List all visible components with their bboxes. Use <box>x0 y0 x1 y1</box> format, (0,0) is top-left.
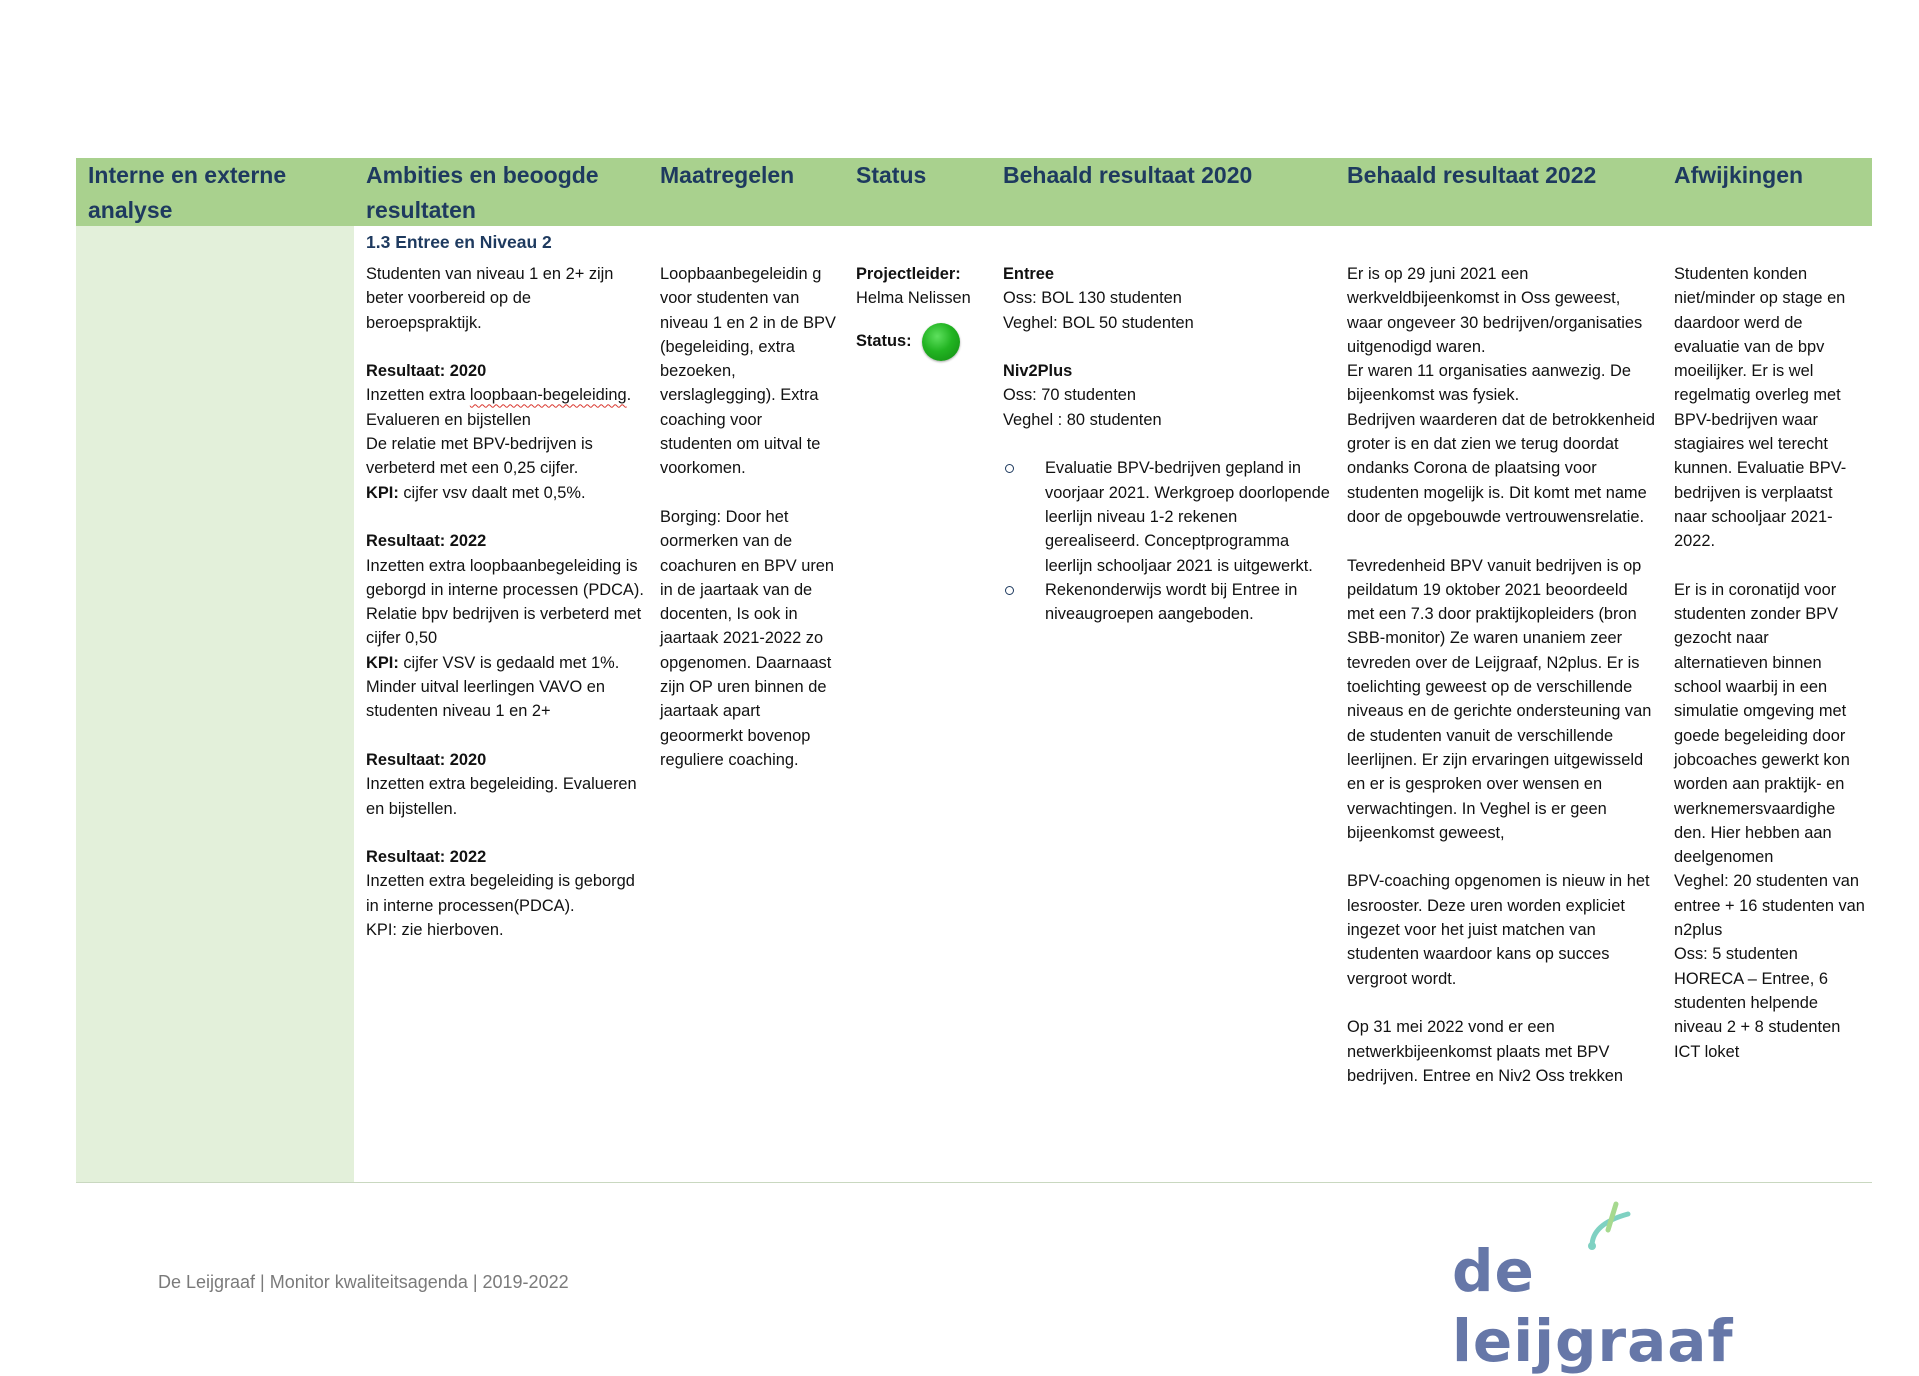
circle-bullet-icon <box>1005 586 1014 595</box>
resultaat-2022-text: BPV-coaching opgenomen is nieuw in het lesrooster. Deze uren worden expliciet ingezet voor het juist matchen van studenten waardoor kans op succes vergroot wordt. <box>1347 872 1650 988</box>
header-ambities: Ambities en beoogde resultaten <box>366 162 599 223</box>
afwijking-text: Er is in coronatijd voor studenten zonder BPV gezocht naar alternatieven binnen school waarbij in een simulatie omgeving met goede begeleiding door jobcoaches gewerkt kon worden aan praktijk- en werknemersvaardighe den. Hier hebben aan deelgenomen <box>1674 580 1850 867</box>
kpi-text: KPI: zie hierboven. <box>366 921 504 940</box>
result-text: Inzetten extra begeleiding. Evalueren en bijstellen. <box>366 775 637 818</box>
header-resultaat-2022: Behaald resultaat 2022 <box>1347 162 1597 188</box>
maatregelen-column <box>660 262 836 772</box>
header-maatregelen: Maatregelen <box>660 162 795 188</box>
resultaat-2022-text: Er is op 29 juni 2021 een werkveldbijeenkomst in Oss geweest, waar ongeveer 30 bedrijven/organisaties uitgenodigd waren. <box>1347 265 1643 356</box>
ambities-intro: Studenten van niveau 1 en 2+ zijn beter voorbereid op de beroepspraktijk. <box>366 265 614 332</box>
borging-text: Borging: Door het oormerken van de coachuren en BPV uren in de jaartaak van de docenten, Is ook in jaartaak 2021-2022 zo opgenomen. Daarnaast zijn OP uren binnen de jaartaak apart geoormerkt bovenop reguliere coaching. <box>660 507 835 769</box>
result-text: Inzetten extra loopbaanbegeleiding is geborgd in interne processen (PDCA). Relatie bpv bedrijven is verbeterd met cijfer 0,50 <box>366 556 644 648</box>
quality-agenda-table <box>76 158 1872 1183</box>
resultaat-2022-text: Op 31 mei 2022 vond er een netwerkbijeenkomst plaats met BPV bedrijven. Entree en Niv2 Oss trekken <box>1347 1018 1624 1085</box>
niv2plus-label: Niv2Plus <box>1003 362 1073 381</box>
entree-veghel: Veghel: BOL 50 studenten <box>1003 313 1194 332</box>
maatregel-text: Loopbaanbegeleidin g voor studenten van niveau 1 en 2 in de BPV (begeleiding, extra bezoeken, verslaglegging). Extra coaching voor studenten om uitval te voorkomen. <box>660 265 836 478</box>
projectleider-name: Helma Nelissen <box>856 289 971 308</box>
kpi-text: KPI: cijfer vsv daalt met 0,5%. <box>366 483 586 502</box>
kpi-text: KPI: cijfer VSV is gedaald met 1%. Minder uitval leerlingen VAVO en studenten niveau 1 en 2+ <box>366 653 620 721</box>
result-label: Resultaat: 2020 <box>366 362 487 381</box>
resultaat-2022-text: Tevredenheid BPV vanuit bedrijven is op peildatum 19 oktober 2021 beoordeeld met een 7.3 door praktijkopleiders (bron SBB-monitor) Ze waren unaniem zeer tevreden over de Leijgraaf, N2plus. Er is toelichting geweest op de verschillende niveaus en de gerichte ondersteuning van de studenten vanuit de verschillende leerlijnen. Er zijn ervaringen uitgewisseld en er is gesproken over wensen en verwachtingen. In Veghel is er geen bijeenkomst geweest, <box>1347 556 1652 842</box>
header-status: Status <box>856 162 927 188</box>
analyse-column <box>76 226 354 1182</box>
circle-bullet-icon <box>1005 464 1014 473</box>
niv2plus-veghel: Veghel : 80 studenten <box>1003 410 1162 429</box>
afwijking-text: Oss: 5 studenten HORECA – Entree, 6 studenten helpende niveau 2 + 8 studenten ICT loket <box>1674 945 1841 1061</box>
status-label: Status: <box>856 332 912 351</box>
header-afwijkingen: Afwijkingen <box>1674 162 1804 188</box>
section-title: 1.3 Entree en Niveau 2 <box>366 232 552 252</box>
afwijkingen-column <box>1674 262 1866 1064</box>
result-label: Resultaat: 2022 <box>366 532 487 551</box>
afwijking-text: Studenten konden niet/minder op stage en daardoor werd de evaluatie van de bpv moeilijker. Er is wel regelmatig overleg met BPV-bedrijven waar stagiaires wel terecht kunnen. Evaluatie BPV-bedrijven is verplaatst naar schooljaar 2021-2022. <box>1674 265 1847 551</box>
leijgraaf-logo <box>1452 1200 1782 1375</box>
resultaat-2022-column <box>1347 262 1655 1088</box>
result-text: Inzetten extra loopbaan-begeleiding. Evalueren en bijstellen <box>366 386 632 429</box>
header-analyse: Interne en externe analyse <box>88 162 287 223</box>
resultaat-2020-bullets <box>1003 456 1333 626</box>
entree-label: Entree <box>1003 265 1055 283</box>
ambities-column <box>366 262 646 942</box>
result-label: Resultaat: 2022 <box>366 848 487 867</box>
resultaat-2020-column <box>1003 262 1333 626</box>
spelling-mark: loopbaan-begeleiding <box>469 386 627 405</box>
status-row <box>856 323 986 361</box>
logo-text: de leijgraaf <box>1452 1237 1734 1375</box>
result-text: Inzetten extra begeleiding is geborgd in interne processen(PDCA). <box>366 872 635 915</box>
result-label: Resultaat: 2020 <box>366 750 487 769</box>
status-green-dot <box>922 323 960 361</box>
list-item: Rekenonderwijs wordt bij Entree in niveaugroepen aangeboden. <box>1003 578 1333 627</box>
niv2plus-oss: Oss: 70 studenten <box>1003 386 1137 405</box>
list-item: Evaluatie BPV-bedrijven gepland in voorjaar 2021. Werkgroep doorlopende leerlijn niveau 1-2 rekenen gerealiseerd. Conceptprogramma leerlijn schooljaar 2021 is uitgewerkt. <box>1003 456 1333 577</box>
header-resultaat-2020: Behaald resultaat 2020 <box>1003 162 1253 188</box>
projectleider-label: Projectleider: <box>856 265 961 283</box>
footer-text: De Leijgraaf | Monitor kwaliteitsagenda | 2019-2022 <box>158 1272 569 1292</box>
table-header <box>76 158 1872 226</box>
entree-oss: Oss: BOL 130 studenten <box>1003 289 1182 308</box>
result-text: De relatie met BPV-bedrijven is verbeterd met een 0,25 cijfer. <box>366 435 593 478</box>
resultaat-2022-text: Bedrijven waarderen dat de betrokkenheid groter is en dat zien we terug doordat ondanks Corona de plaatsing voor studenten mogelijk is. Dit komt met name door de opgebouwde vertrouwensrelatie. <box>1347 410 1655 526</box>
resultaat-2022-text: Er waren 11 organisaties aanwezig. De bijeenkomst was fysiek. <box>1347 362 1631 405</box>
status-column <box>856 262 986 361</box>
afwijking-text: Veghel: 20 studenten van entree + 16 studenten van n2plus <box>1674 872 1865 940</box>
